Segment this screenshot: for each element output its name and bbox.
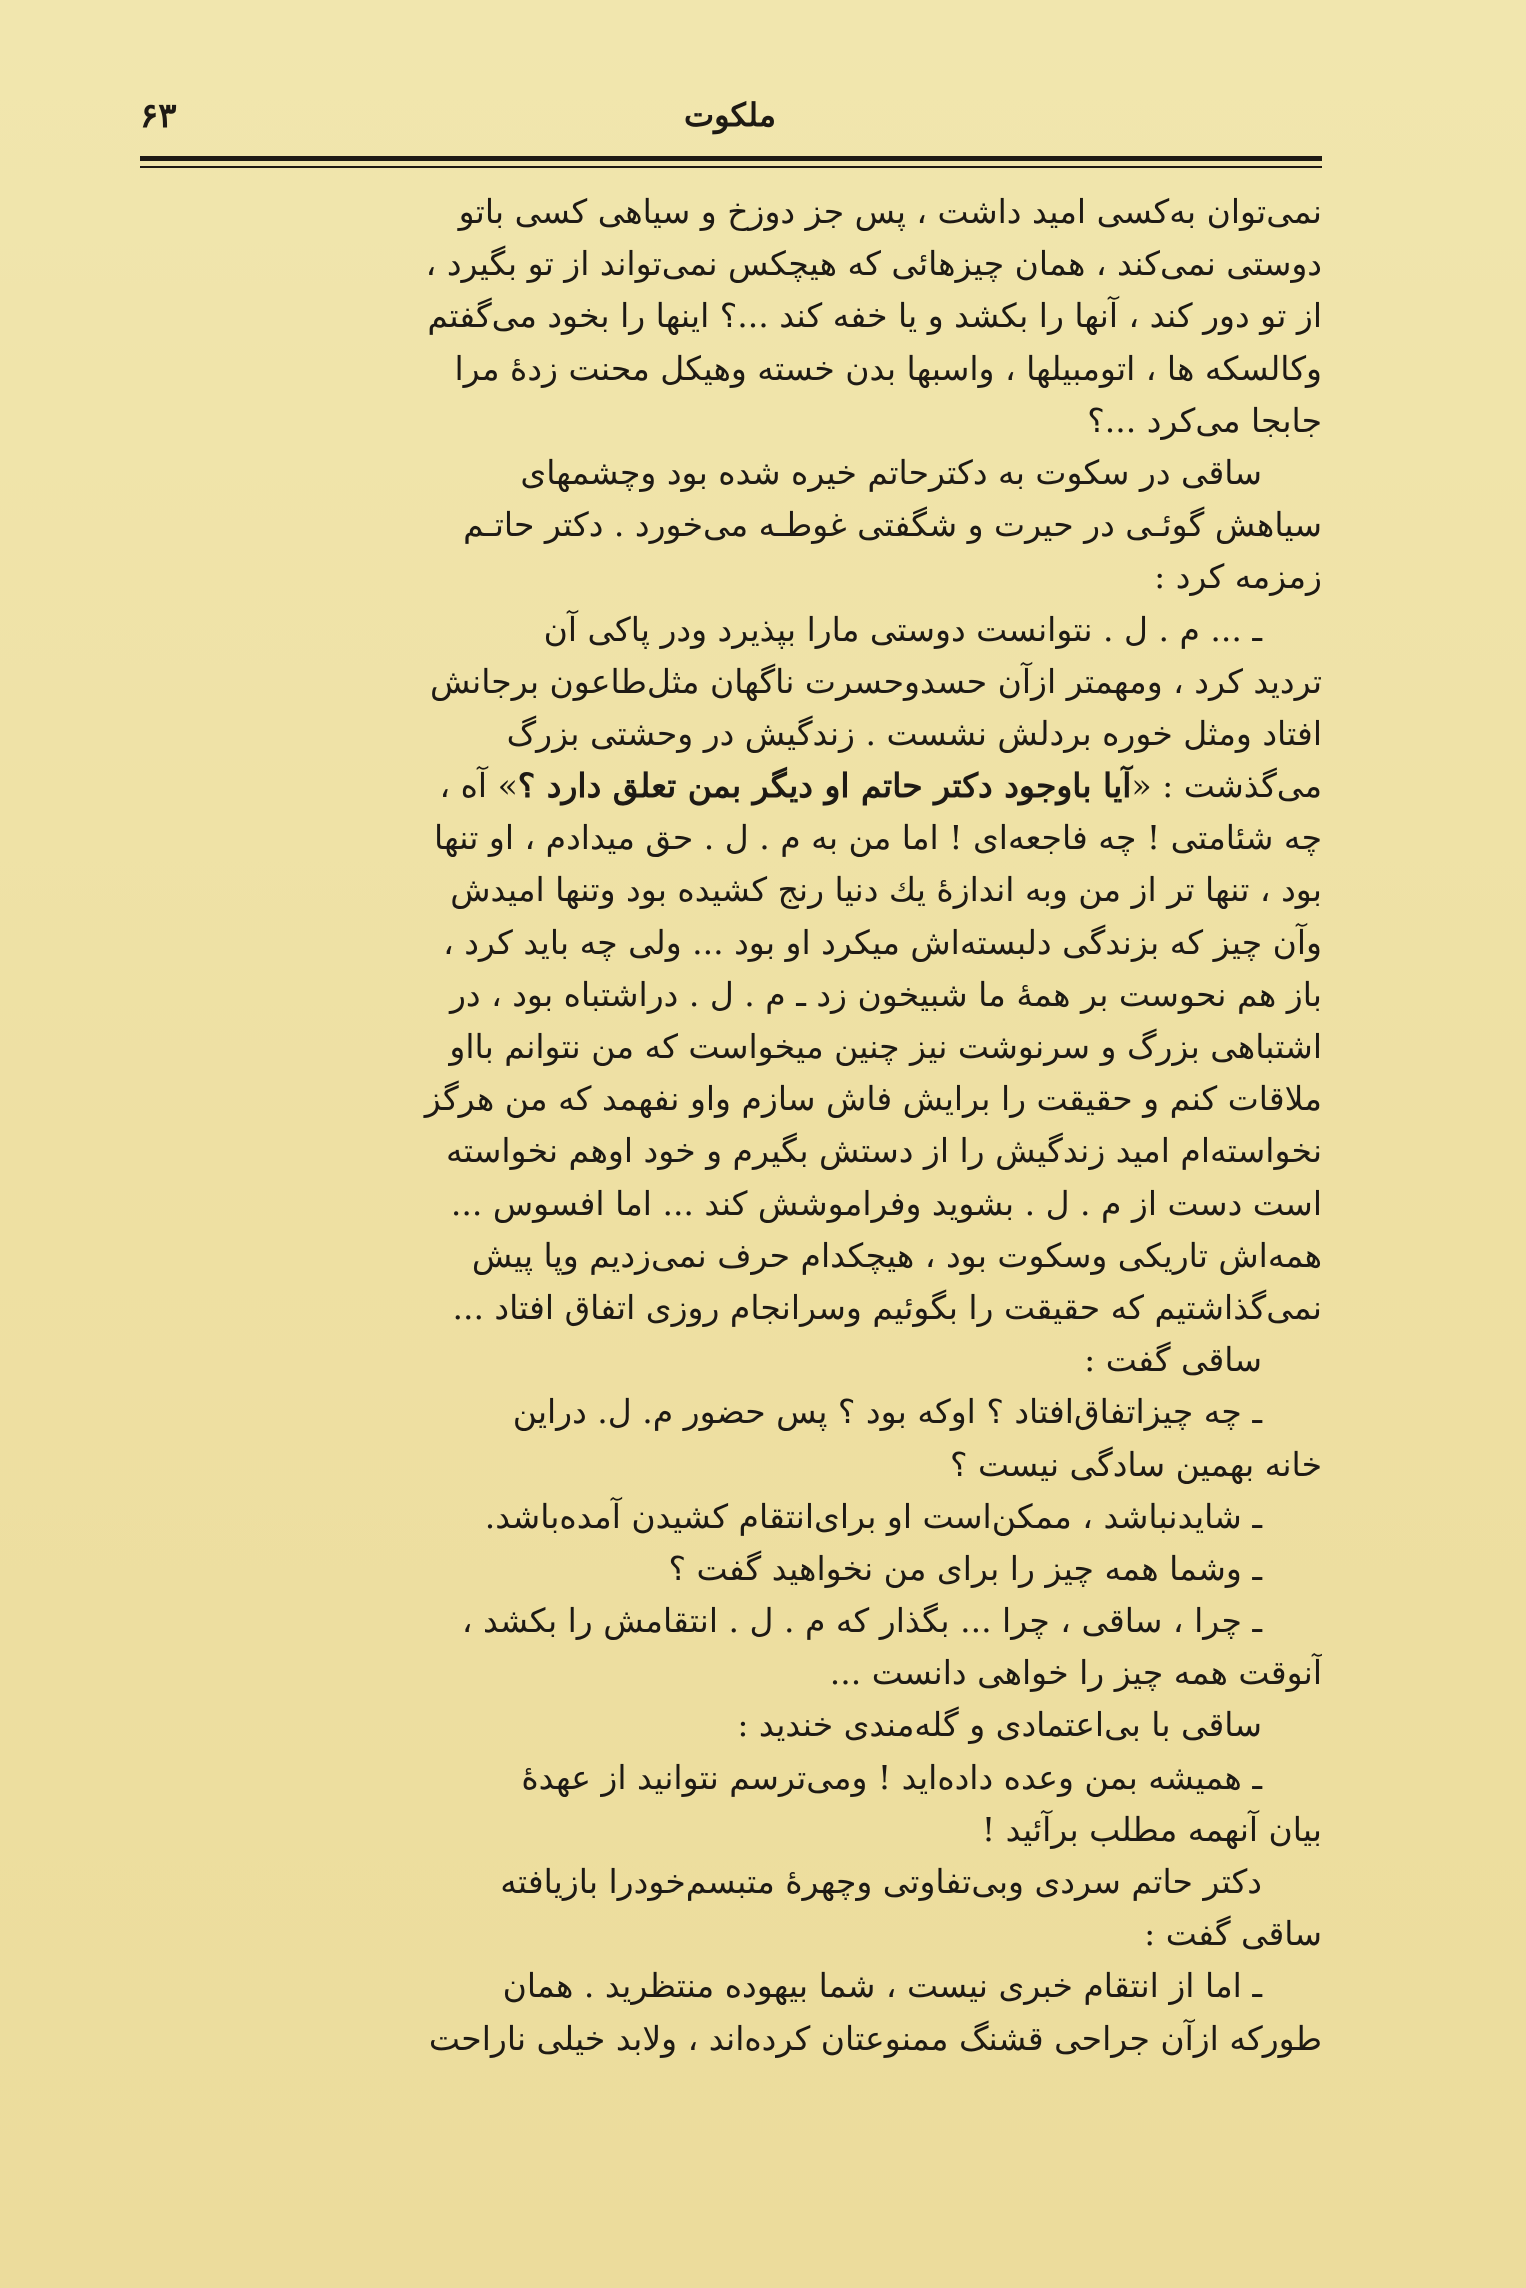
text-line: ساقی گفت : xyxy=(1144,1914,1322,1954)
text-line: ـ وشما همه چیز را برای من نخواهید گفت ؟ xyxy=(668,1548,1262,1588)
quote-prefix: می‌گذشت : « xyxy=(1131,766,1322,806)
text-line: ـ ... م . ل . نتوانست دوستی مارا بپذیرد ودر پاکی آن xyxy=(543,609,1262,649)
text-line: خانه بهمین سادگی نیست ؟ xyxy=(950,1444,1322,1484)
text-line: سیاهش گوئـی در حیرت و شگفتی غوطـه می‌خورد . دکتر حاتـم xyxy=(463,505,1322,545)
page-number: ۶۳ xyxy=(140,96,177,136)
text-line: وکالسکه ها ، اتومبیلها ، واسبها بدن خسته وهیکل محنت زدهٔ مرا xyxy=(454,348,1322,388)
text-line: نمی‌گذاشتیم که حقیقت را بگوئیم وسرانجام روزی اتفاق افتاد ... xyxy=(452,1287,1322,1327)
running-title: ملکوت xyxy=(683,96,777,134)
quote-suffix: » آه ، xyxy=(439,766,518,806)
text-line: نمی‌توان به‌کسی امید داشت ، پس جز دوزخ و سیاهی کسی باتو xyxy=(458,192,1322,231)
text-line: دوستی نمی‌کند ، همان چیزهائی که هیچکس نمی‌تواند از تو بگیرد ، xyxy=(425,244,1322,284)
text-line: باز هم نحوست بر همهٔ ما شبیخون زد ـ م . ل . دراشتباه بود ، در xyxy=(449,974,1322,1014)
text-line: افتاد ومثل خوره بردلش نشست . زندگیش در وحشتی بزرگ xyxy=(506,713,1322,753)
text-line: وآن چیز که بزندگی دلبسته‌اش میکرد او بود ... ولی چه باید کرد ، xyxy=(443,922,1322,962)
text-line: آنوقت همه چیز را خواهی دانست ... xyxy=(829,1653,1322,1693)
text-line: چه شئامتی ! چه فاجعه‌ای ! اما من به م . ل . حق میدادم ، او تنها xyxy=(434,818,1322,858)
header-rule-thin xyxy=(140,166,1322,168)
text-line: جابجا می‌کرد ...؟ xyxy=(1087,400,1322,440)
text-line: ـ چرا ، ساقی ، چرا ... بگذار که م . ل . انتقامش را بکشد ، xyxy=(461,1601,1262,1641)
body-text xyxy=(140,186,1322,2065)
text-line: ملاقات کنم و حقیقت را برایش فاش سازم واو نفهمد که من هرگز xyxy=(424,1079,1322,1119)
text-line: طورکه ازآن جراحی قشنگ ممنوعتان کرده‌اند ، ولابد خیلی ناراحت xyxy=(428,2018,1322,2058)
text-line: از تو دور کند ، آنها را بکشد و یا خفه کند ...؟ اینها را بخود می‌گفتم xyxy=(427,296,1322,336)
text-line: ـ اما از انتقام خبری نیست ، شما بیهوده منتظرید . همان xyxy=(502,1966,1262,2006)
text-line: ساقی گفت : xyxy=(1084,1340,1262,1380)
quote-emphasis: آیا باوجود دکتر حاتم او دیگر بمن تعلق دارد ؟ xyxy=(517,766,1132,806)
text-line: تردید کرد ، ومهمتر ازآن حسدوحسرت ناگهان مثل‌طاعون برجانش xyxy=(429,661,1322,701)
text-line: است دست از م . ل . بشوید وفراموشش کند ... اما افسوس ... xyxy=(450,1183,1322,1223)
text-line: ساقی با بی‌اعتمادی و گله‌مندی خندید : xyxy=(737,1705,1262,1745)
text-line: بود ، تنها تر از من وبه اندازهٔ یك دنیا رنج کشیده بود وتنها امیدش xyxy=(450,870,1322,910)
text-line: ساقی در سکوت به دکترحاتم خیره شده بود وچشمهای xyxy=(520,452,1262,492)
text-line: ـ شایدنباشد ، ممکن‌است او برای‌انتقام کشیدن آمده‌باشد. xyxy=(484,1496,1262,1536)
text-line: نخواسته‌ام امید زندگیش را از دستش بگیرم و خود اوهم نخواسته xyxy=(446,1131,1322,1171)
text-line: ـ چه چیزاتفاق‌افتاد ؟ اوکه بود ؟ پس حضور م. ل. دراین xyxy=(512,1392,1262,1432)
text-line: بیان آنهمه مطلب برآئید ! xyxy=(981,1809,1322,1849)
text-line: ـ همیشه بمن وعده داده‌اید ! ومی‌ترسم نتوانید از عهدهٔ xyxy=(521,1757,1262,1797)
text-line-quote xyxy=(140,760,1322,812)
page-header xyxy=(140,96,1320,156)
text-line: همه‌اش تاریکی وسکوت بود ، هیچکدام حرف نمی‌زدیم وپا پیش xyxy=(471,1235,1322,1275)
header-rule-thick xyxy=(140,156,1322,161)
text-line: اشتباهی بزرگ و سرنوشت نیز چنین میخواست که من نتوانم باا‌و xyxy=(449,1027,1322,1066)
text-line: زمزمه کرد : xyxy=(1154,557,1322,597)
text-line: دکتر حاتم سردی وبی‌تفاوتی وچهرهٔ متبسم‌خودرا بازیافته xyxy=(500,1862,1262,1901)
